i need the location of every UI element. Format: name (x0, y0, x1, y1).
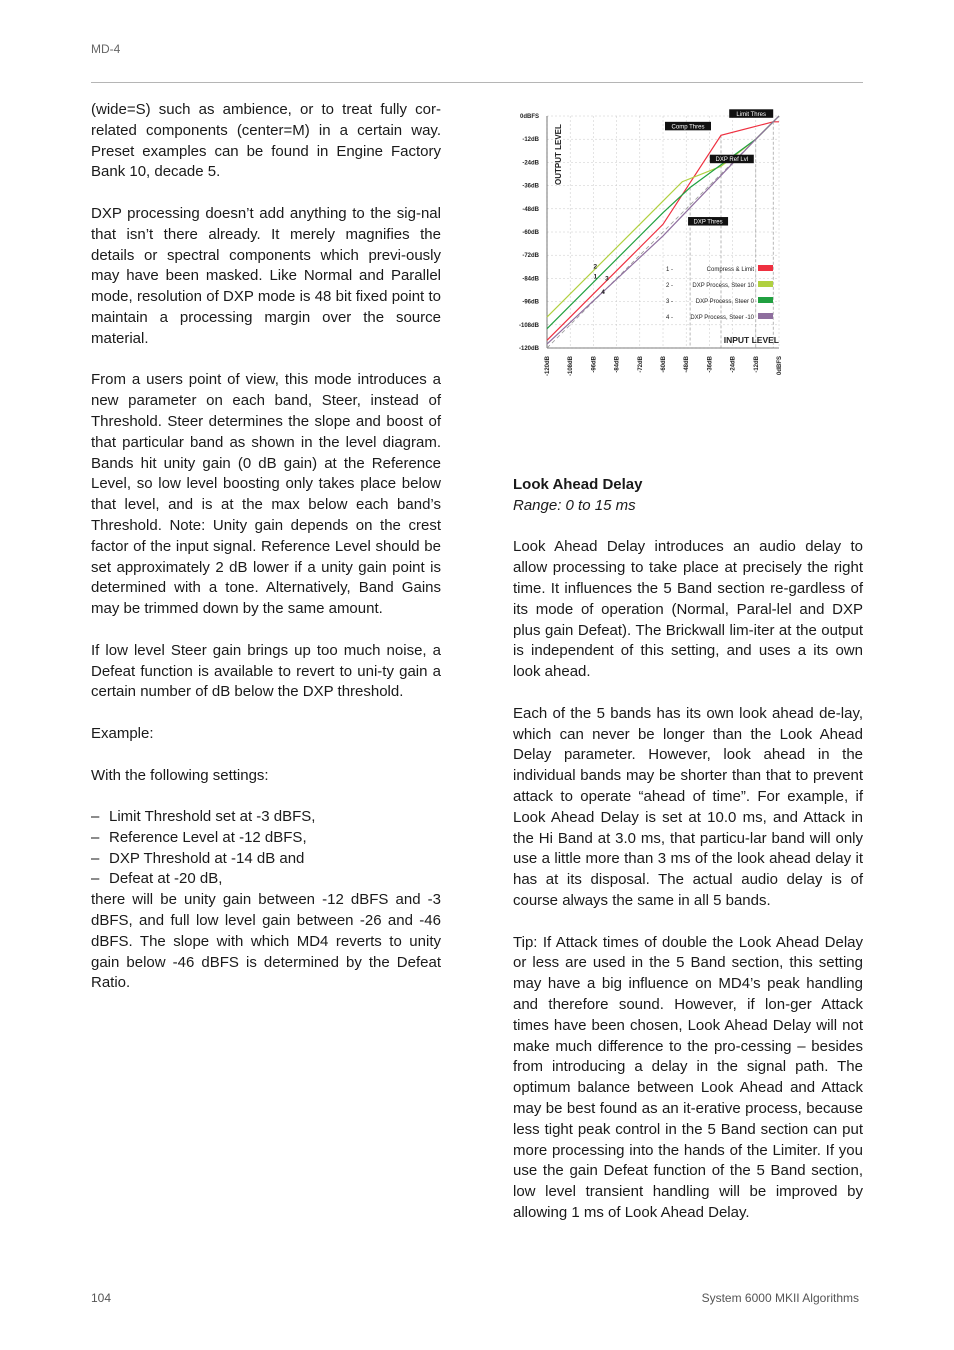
annotation-label: Comp Thres (671, 124, 705, 131)
legend-label: DXP Process, Steer 10 (692, 283, 754, 289)
x-tick-label: -36dB (707, 356, 714, 373)
y-tick-label: -72dB (522, 253, 539, 260)
x-tick-label: -72dB (637, 356, 644, 373)
x-tick-label: -60dB (661, 356, 667, 373)
list-item: – Defeat at -20 dB, (91, 869, 441, 890)
page-number: 104 (91, 1291, 112, 1305)
legend-dash: - (671, 283, 673, 289)
y-tick-label: -96dB (522, 299, 539, 306)
curve-marker: 4 (601, 288, 605, 296)
x-tick-label: -48dB (684, 356, 691, 373)
paragraph: Look Ahead Delay introduces an audio delay to allow processing to take place at precisely the right time. It influences the 5 Band section re-gardless of its mode of operation (Normal, Paral-lel and DXP plus gain Defeat). The Brickwall lim-iter at the output is independent of this setting, and uses a its own look ahead. (513, 538, 863, 681)
legend-label: DXP Process, Steer 0 (695, 299, 754, 305)
x-tick-label: -84dB (614, 356, 621, 373)
range-text: Range: 0 to 15 ms (513, 496, 636, 514)
annotation-label: DXP Thres (693, 219, 723, 226)
settings-list (91, 807, 441, 890)
x-tick-label: -24dB (730, 356, 737, 373)
paragraph: Example: (91, 724, 154, 742)
paragraph: there will be unity gain between -12 dBFS and -3 dBFS, and full low level gain between -26 and -46 dBFS. The slope with which MD4 reverts to unity gain below -46 dBFS is determined by the Defeat Ratio. (91, 891, 441, 992)
y-tick-label: 0dBFS (519, 114, 539, 120)
paragraph: (wide=S) such as ambience, or to treat fully cor-related components (center=M) in a certain way. Preset examples can be found in Engine Factory Bank 10, decade 5. (91, 101, 441, 181)
x-tick-label: 0dBFS (777, 356, 783, 376)
legend-swatch (758, 297, 773, 303)
right-column (513, 475, 863, 1224)
legend-dash: - (671, 299, 673, 305)
series-line-1 (547, 122, 779, 340)
x-tick-label: -108dB (568, 356, 575, 377)
y-tick-label: -48dB (522, 206, 539, 213)
list-item: – Reference Level at -12 dBFS, (91, 828, 441, 849)
y-tick-label: -24dB (522, 160, 539, 167)
x-tick-label: -120dB (545, 356, 551, 377)
left-column (91, 100, 441, 994)
section-title: Look Ahead Delay (513, 476, 643, 493)
curve-marker: 3 (605, 275, 609, 283)
legend-number: 4 (666, 315, 670, 321)
paragraph: With the following settings: (91, 766, 269, 784)
curve-marker: 1 (593, 273, 598, 281)
x-axis-ticks (545, 355, 783, 376)
paragraph: From a users point of view, this mode introduces a new parameter on each band, Steer, instead of Threshold. Steer determines the slope and boost of that particular band as shown in the level diagram. Bands hit unity gain (0 dB gain) at the Reference Level, so low level boosting only takes place below that level, and is at the max below each band’s Threshold. Note: Unity gain depends on the crest factor of the input signal. Reference Level should be set approximately 2 dB lower if a unity gain point is determined with a tone. Alternatively, Band Gains may be trimmed down by the same amount. (91, 371, 441, 618)
x-tick-label: -12dB (753, 356, 760, 373)
level-diagram (505, 100, 795, 385)
legend-label: Compress & Limit (706, 267, 754, 273)
header-rule (91, 82, 863, 83)
y-tick-label: -120dB (518, 346, 539, 352)
y-axis-label: OUTPUT LEVEL (554, 124, 563, 185)
chart-legend (666, 265, 773, 321)
running-header: MD-4 (91, 42, 121, 56)
y-tick-label: -60dB (522, 230, 539, 236)
legend-dash: - (671, 315, 673, 321)
legend-number: 3 (666, 299, 670, 305)
y-tick-label: -108dB (518, 322, 539, 329)
annotation-label: DXP Ref Lvl (715, 157, 749, 164)
legend-label: DXP Process, Steer -10 (690, 315, 754, 321)
paragraph: If low level Steer gain brings up too much noise, a Defeat function is available to revert to uni-ty gain a certain number of dB below the DXP threshold. (91, 641, 441, 701)
list-item: – DXP Threshold at -14 dB and (91, 849, 441, 870)
legend-swatch (758, 313, 773, 319)
legend-number: 2 (666, 283, 670, 289)
legend-swatch (758, 281, 773, 287)
legend-number: 1 (666, 267, 670, 273)
y-tick-label: -84dB (522, 276, 539, 283)
footer-title: System 6000 MKII Algorithms (701, 1291, 859, 1305)
paragraph: Tip: If Attack times of double the Look Ahead Delay or less are used in the 5 Band section, this setting may have a big influence on MD4’s peak handling and therefore sound. However, if lon-ger Attack times have been chosen, Look Ahead Delay will not make much difference to the pro-cessing – besides from introducing a delay in the signal path. The optimum balance between Look Ahead and Attack may be best found as an it-erative process, because less tight peak control in the 5 Band section can put more processing into the hands of the Limiter. If you use the gain Defeat function of the 5 Band section, low level transient handling will be improved by allowing 1 ms of Look Ahead Delay. (513, 933, 863, 1221)
paragraph: DXP processing doesn’t add anything to the sig-nal that isn’t there already. It merely magnifies the details or spectral components which previ-ously may have been masked. Like Normal and Parallel mode, resolution of DXP mode is 48 bit fixed point to maintain a processing margin over the source material. (91, 204, 441, 347)
legend-swatch (758, 265, 773, 271)
y-tick-label: -12dB (522, 137, 539, 144)
x-tick-label: -96dB (591, 356, 598, 373)
x-axis-label: INPUT LEVEL (723, 335, 779, 345)
annotation-label: Limit Thres (736, 111, 766, 118)
list-item: – Limit Threshold set at -3 dBFS, (91, 807, 441, 828)
paragraph: Each of the 5 bands has its own look ahead de-lay, which can never be longer than the Look Ahead Delay parameter. However, look ahead in the individual bands may be shorter than that to prevent attack to operate “ahead of time”. For example, if Look Ahead Delay is set at 10.0 ms, and Attack in the Hi Band at 3.0 ms, that particu-lar band will only use a little more than 3 ms of the look ahead delay it has at its disposal. The actual audio delay is of course always the same in all 5 bands. (513, 704, 863, 909)
legend-dash: - (671, 267, 673, 273)
y-tick-label: -36dB (522, 183, 539, 190)
curve-marker: 2 (593, 263, 598, 271)
y-axis-ticks (519, 114, 540, 352)
